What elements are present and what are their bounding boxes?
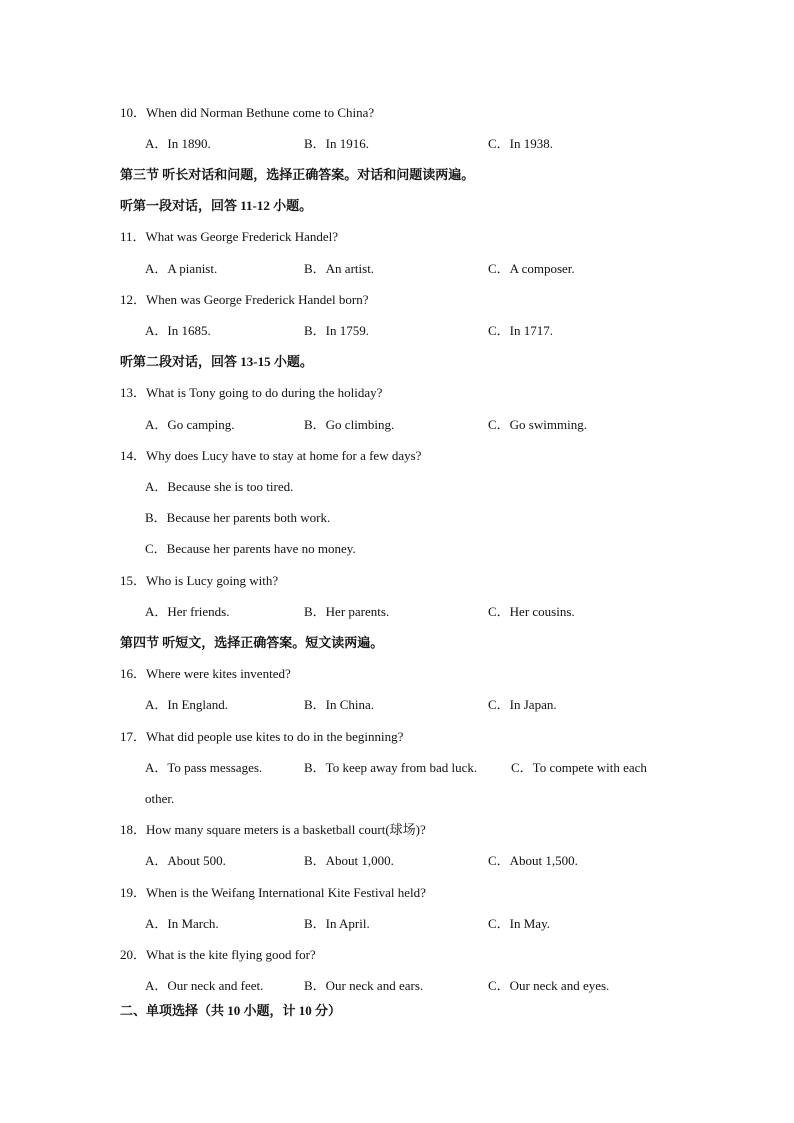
option-20-a: A．Our neck and feet. — [145, 978, 264, 993]
option-18-a: A．About 500. — [145, 853, 226, 868]
option-13-b: B．Go climbing. — [304, 417, 395, 432]
question-15: 15．Who is Lucy going with? — [120, 573, 279, 588]
option-20-b: B．Our neck and ears. — [304, 978, 424, 993]
question-17: 17．What did people use kites to do in the beginning? — [120, 729, 404, 744]
option-13-c: C．Go swimming. — [488, 417, 587, 432]
option-14-c: C．Because her parents have no money. — [145, 541, 356, 556]
option-14-b: B．Because her parents both work. — [145, 510, 331, 525]
option-19-b: B．In April. — [304, 916, 370, 931]
question-12: 12．When was George Frederick Handel born? — [120, 292, 369, 307]
question-13: 13．What is Tony going to do during the holiday? — [120, 385, 383, 400]
option-14-a: A．Because she is too tired. — [145, 479, 294, 494]
option-11-c: C．A composer. — [488, 261, 575, 276]
option-17-c: C．To compete with each — [511, 760, 647, 775]
dialogue-1-heading: 听第一段对话，回答 11-12 小题。 — [120, 198, 313, 213]
option-17-c-continuation: other. — [145, 791, 175, 806]
option-10-c: C．In 1938. — [488, 136, 554, 151]
question-18: 18．How many square meters is a basketball court(球场)? — [120, 822, 426, 837]
option-17-a: A．To pass messages. — [145, 760, 263, 775]
section-4-heading: 第四节 听短文，选择正确答案。短文读两遍。 — [120, 635, 384, 650]
option-16-c: C．In Japan. — [488, 697, 557, 712]
option-17-b: B．To keep away from bad luck. — [304, 760, 478, 775]
question-11: 11．What was George Frederick Handel? — [120, 229, 339, 244]
option-15-c: C．Her cousins. — [488, 604, 575, 619]
question-14: 14．Why does Lucy have to stay at home for a few days? — [120, 448, 422, 463]
option-15-b: B．Her parents. — [304, 604, 390, 619]
part-2-heading: 二、单项选择（共 10 小题，计 10 分） — [120, 1003, 342, 1018]
option-15-a: A．Her friends. — [145, 604, 230, 619]
option-11-a: A．A pianist. — [145, 261, 218, 276]
option-19-c: C．In May. — [488, 916, 550, 931]
option-16-b: B．In China. — [304, 697, 375, 712]
question-19: 19．When is the Weifang International Kite Festival held? — [120, 885, 426, 900]
option-20-c: C．Our neck and eyes. — [488, 978, 610, 993]
dialogue-2-heading: 听第二段对话，回答 13-15 小题。 — [120, 354, 313, 369]
option-13-a: A．Go camping. — [145, 417, 235, 432]
question-10: 10．When did Norman Bethune come to China? — [120, 105, 375, 120]
question-20: 20．What is the kite flying good for? — [120, 947, 316, 962]
option-16-a: A．In England. — [145, 697, 229, 712]
option-11-b: B．An artist. — [304, 261, 375, 276]
section-3-heading: 第三节 听长对话和问题，选择正确答案。对话和问题读两遍。 — [120, 167, 475, 182]
option-12-b: B．In 1759. — [304, 323, 370, 338]
option-19-a: A．In March. — [145, 916, 219, 931]
option-10-b: B．In 1916. — [304, 136, 370, 151]
option-18-b: B．About 1,000. — [304, 853, 394, 868]
option-18-c: C．About 1,500. — [488, 853, 578, 868]
option-10-a: A．In 1890. — [145, 136, 211, 151]
question-16: 16．Where were kites invented? — [120, 666, 291, 681]
option-12-a: A．In 1685. — [145, 323, 211, 338]
option-12-c: C．In 1717. — [488, 323, 554, 338]
